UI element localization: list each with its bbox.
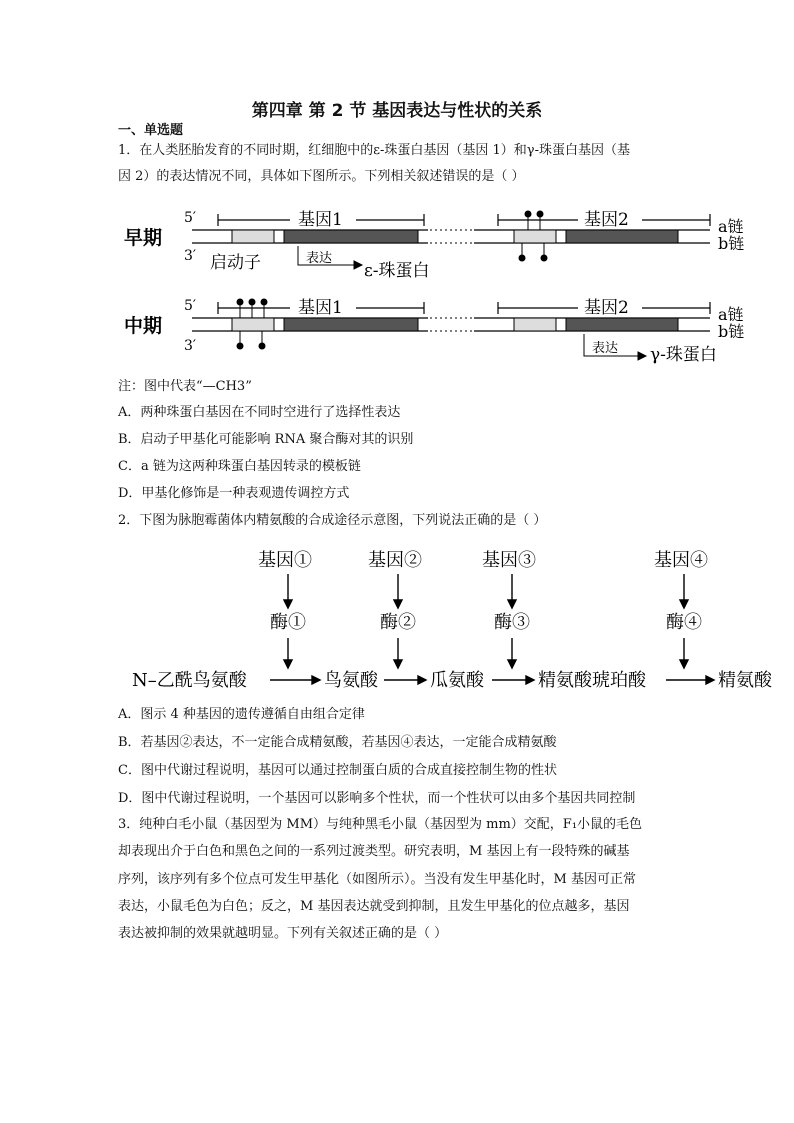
q3-line-1: 3．纯种白毛小鼠（基因型为 MM）与纯种黑毛小鼠（基因型为 mm）交配，F₁小鼠的毛色 [118, 817, 643, 832]
early-gene1-coding [284, 230, 418, 243]
q3-line-2: 却表现出介于白色和黑色之间的一系列过渡类型。研究表明，M 基因上有一段特殊的碱基 [118, 844, 630, 859]
epsilon-globin-label: ε-珠蛋白 [364, 261, 430, 281]
early-label: 早期 [124, 227, 163, 249]
five-prime-label-mid: 5′ [184, 298, 197, 314]
gene2-label-mid: 基因2 [584, 298, 629, 318]
middle-label: 中期 [124, 315, 163, 337]
b-chain-label: b链 [718, 234, 745, 253]
mid-promoter-1 [232, 318, 274, 331]
mid-promoter-2 [514, 318, 556, 331]
q1-stem-line-2: 因 2）的表达情况不同，具体如下图所示。下列相关叙述错误的是（ ） [118, 169, 525, 184]
q1-stem-line-1: 1．在人类胚胎发育的不同时期，红细胞中的ε-珠蛋白基因（基因 1）和γ-珠蛋白基因（基 [118, 143, 630, 158]
compound-argininosuccinate: 精氨酸琥珀酸 [538, 670, 646, 691]
gene1-label-mid: 基因1 [298, 298, 343, 318]
mid-gene2-coding [566, 318, 678, 331]
early-promoter-1 [232, 230, 274, 243]
compound-arginine: 精氨酸 [718, 670, 772, 691]
gene-1-label: 基因① [258, 550, 312, 571]
globin-methylation-figure [118, 200, 788, 370]
q1-option-d[interactable]: D．甲基化修饰是一种表观遗传调控方式 [118, 486, 350, 501]
enzyme-1-label: 酶① [270, 612, 306, 633]
compound-ornithine: 鸟氨酸 [324, 670, 378, 691]
gene2-label: 基因2 [584, 210, 629, 230]
early-promoter-2 [514, 230, 556, 243]
section-heading: 一、单选题 [118, 123, 184, 138]
compound-citrulline: 瓜氨酸 [430, 670, 484, 691]
q1-note: 注：图中代表“—CH3” [118, 379, 252, 394]
q2-option-a[interactable]: A．图示 4 种基因的遗传遵循自由组合定律 [118, 707, 365, 722]
three-prime-label-mid: 3′ [184, 338, 197, 354]
three-prime-label: 3′ [184, 248, 197, 264]
q2-option-c[interactable]: C．图中代谢过程说明，基因可以通过控制蛋白质的合成直接控制生物的性状 [118, 763, 557, 778]
q1-option-b[interactable]: B．启动子甲基化可能影响 RNA 聚合酶对其的识别 [118, 432, 414, 447]
enzyme-4-label: 酶④ [666, 612, 702, 633]
mid-express-label: 表达 [592, 341, 619, 356]
gamma-globin-label: γ-珠蛋白 [650, 345, 717, 365]
compound-n-acetylornithine: N–乙酰鸟氨酸 [132, 670, 247, 691]
gene-3-label: 基因③ [482, 550, 536, 571]
enzyme-3-label: 酶③ [494, 612, 530, 633]
b-chain-label-mid: b链 [718, 322, 745, 341]
q2-stem: 2．下图为脉胞霉菌体内精氨酸的合成途径示意图，下列说法正确的是（ ） [118, 513, 547, 528]
early-gene2-coding [566, 230, 678, 243]
promoter-label: 启动子 [210, 253, 261, 273]
arginine-pathway-figure [118, 540, 788, 700]
gene1-label: 基因1 [298, 210, 343, 230]
q1-option-a[interactable]: A．两种珠蛋白基因在不同时空进行了选择性表达 [118, 405, 401, 420]
q3-line-3: 序列，该序列有多个位点可发生甲基化（如图所示）。当没有发生甲基化时，M 基因可正常 [118, 872, 636, 887]
enzyme-2-label: 酶② [380, 612, 416, 633]
q2-option-d[interactable]: D．图中代谢过程说明，一个基因可以影响多个性状，而一个性状可以由多个基因共同控制 [118, 791, 636, 806]
down-arrow-icons [284, 574, 688, 668]
q2-option-b[interactable]: B．若基因②表达，不一定能合成精氨酸，若基因④表达，一定能合成精氨酸 [118, 735, 557, 750]
page-title: 第四章 第 2 节 基因表达与性状的关系 [251, 101, 543, 121]
a-chain-label: a链 [718, 217, 744, 236]
a-chain-label-mid: a链 [718, 305, 744, 324]
q3-line-5: 表达被抑制的效果就越明显。下列有关叙述正确的是（ ） [118, 926, 448, 941]
mid-gene1-coding [284, 318, 418, 331]
early-express-label: 表达 [306, 251, 333, 266]
q3-line-4: 表达，小鼠毛色为白色；反之，M 基因表达就受到抑制，且发生甲基化的位点越多，基因 [118, 899, 630, 914]
gene-2-label: 基因② [368, 550, 422, 571]
q1-option-c[interactable]: C．a 链为这两种珠蛋白基因转录的模板链 [118, 459, 361, 474]
gene-4-label: 基因④ [654, 550, 708, 571]
five-prime-label: 5′ [184, 210, 197, 226]
